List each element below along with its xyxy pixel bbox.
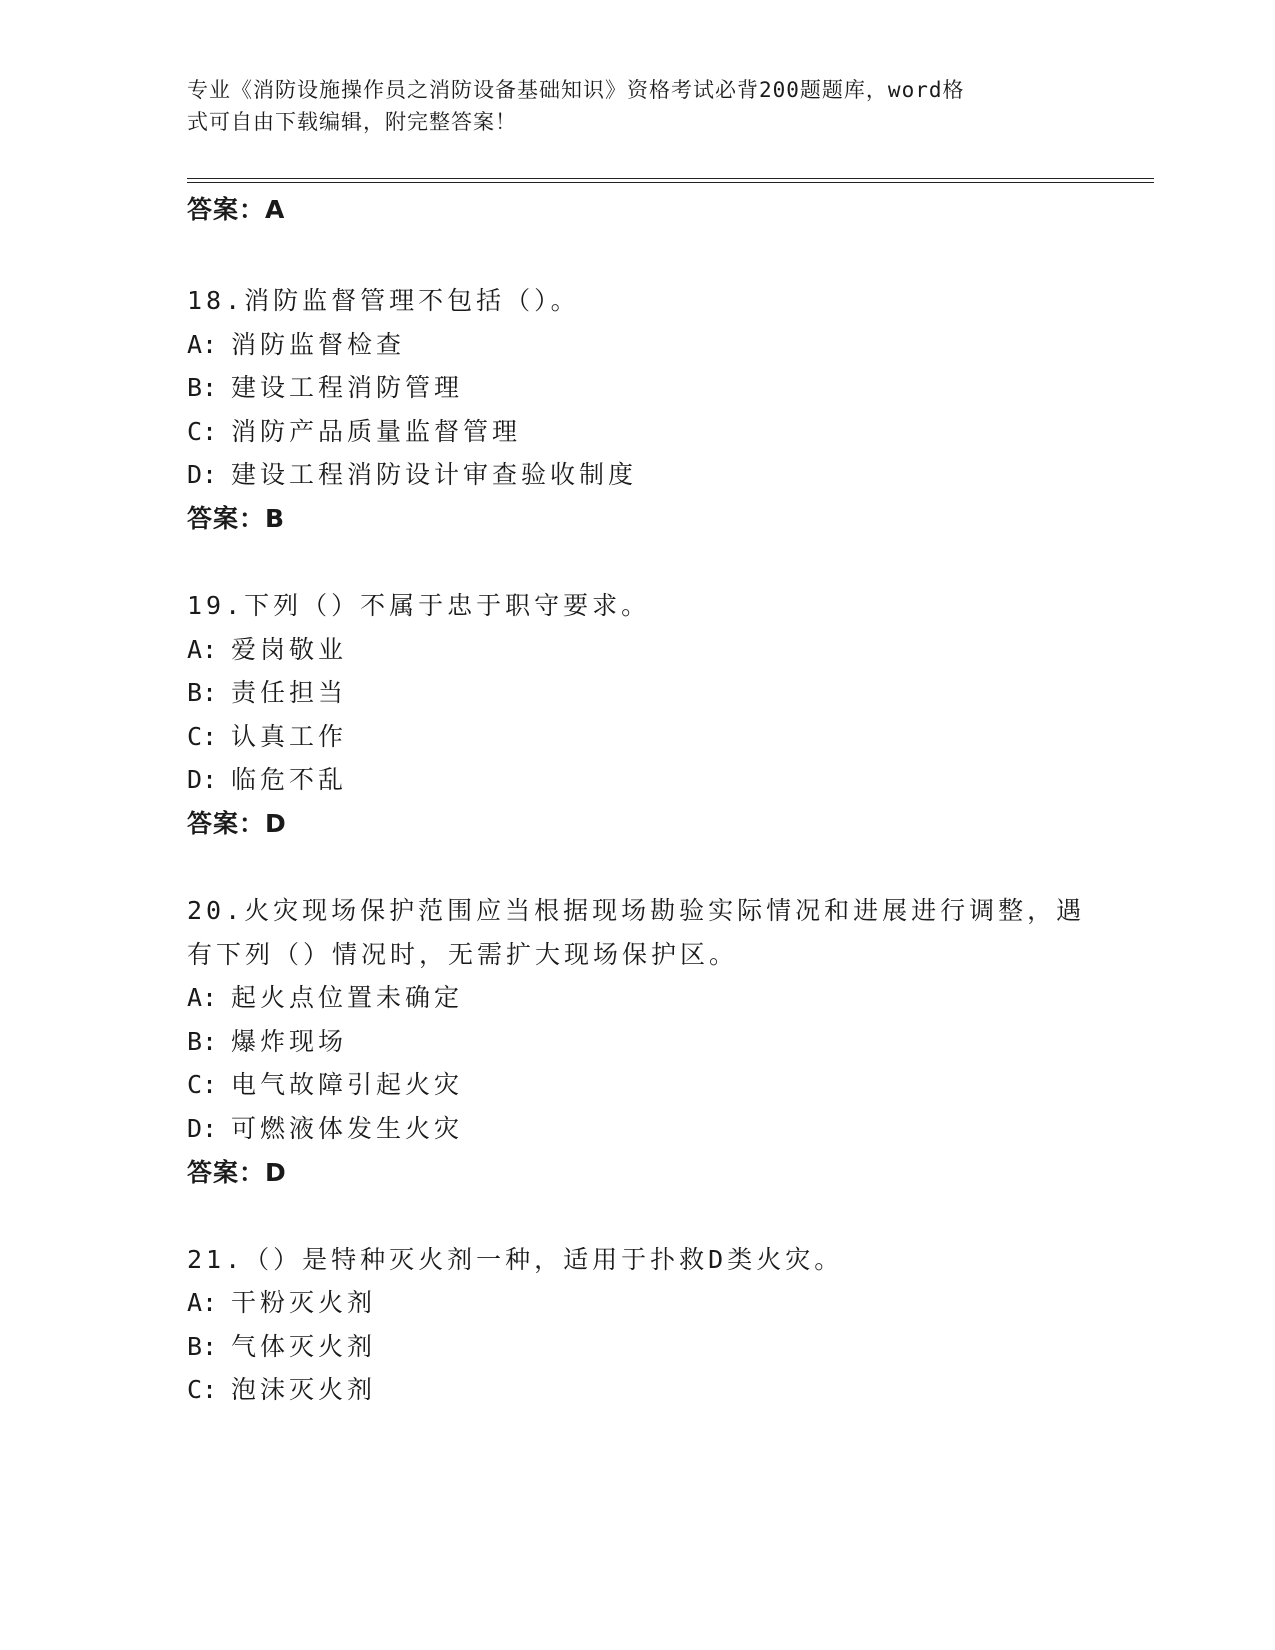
option-key: A: bbox=[187, 1288, 218, 1317]
option-key: B: bbox=[187, 678, 218, 707]
option-text: 爱岗敬业 bbox=[231, 635, 348, 664]
header-line-1: 专业《消防设施操作员之消防设备基础知识》资格考试必背200题题库，word格 bbox=[187, 78, 965, 102]
option-text: 干粉灭火剂 bbox=[231, 1288, 377, 1317]
option-key: C: bbox=[187, 722, 218, 751]
option-key: B: bbox=[187, 373, 218, 402]
header-rule-bottom bbox=[187, 182, 1154, 183]
option-key: A: bbox=[187, 635, 218, 664]
option-text: 建设工程消防管理 bbox=[231, 373, 464, 402]
option-text: 消防产品质量监督管理 bbox=[231, 417, 522, 446]
option-key: B: bbox=[187, 1332, 218, 1361]
question-option bbox=[187, 1113, 463, 1145]
option-text: 消防监督检查 bbox=[231, 330, 406, 359]
option-key: A: bbox=[187, 983, 218, 1012]
question-stem-continued: 有下列（）情况时，无需扩大现场保护区。 bbox=[187, 940, 739, 969]
option-text: 起火点位置未确定 bbox=[231, 983, 464, 1012]
option-key: C: bbox=[187, 417, 218, 446]
question-option bbox=[187, 764, 347, 796]
header-line-2: 式可自由下载编辑，附完整答案！ bbox=[187, 110, 517, 134]
question-stem: 19.下列（）不属于忠于职守要求。 bbox=[187, 591, 651, 620]
question-stem: 21.（）是特种灭火剂一种，适用于扑救D类火灾。 bbox=[187, 1245, 844, 1274]
question-stem: 18.消防监督管理不包括（）。 bbox=[187, 286, 580, 315]
option-text: 气体灭火剂 bbox=[231, 1332, 377, 1361]
question-option bbox=[187, 1026, 347, 1058]
header-rule-top bbox=[187, 178, 1154, 179]
option-text: 认真工作 bbox=[231, 722, 348, 751]
option-key: D: bbox=[187, 765, 218, 794]
option-text: 电气故障引起火灾 bbox=[231, 1070, 464, 1099]
question-option bbox=[187, 1287, 376, 1319]
question-option bbox=[187, 372, 463, 404]
question-answer: 答案：D bbox=[187, 809, 287, 838]
option-text: 泡沫灭火剂 bbox=[231, 1375, 377, 1404]
question-option bbox=[187, 1374, 376, 1406]
option-text: 建设工程消防设计审查验收制度 bbox=[231, 460, 638, 489]
question-option bbox=[187, 1069, 463, 1101]
document-header bbox=[187, 74, 1067, 138]
option-text: 临危不乱 bbox=[231, 765, 348, 794]
question-stem: 20.火灾现场保护范围应当根据现场勘验实际情况和进展进行调整，遇 bbox=[187, 896, 1086, 925]
question-option bbox=[187, 416, 521, 448]
option-key: C: bbox=[187, 1070, 218, 1099]
option-key: D: bbox=[187, 1114, 218, 1143]
question-answer: 答案：B bbox=[187, 504, 286, 533]
option-text: 可燃液体发生火灾 bbox=[231, 1114, 464, 1143]
previous-answer: 答案：A bbox=[187, 195, 286, 224]
option-key: A: bbox=[187, 330, 218, 359]
option-key: B: bbox=[187, 1027, 218, 1056]
question-option bbox=[187, 721, 347, 753]
question-option bbox=[187, 634, 347, 666]
question-option bbox=[187, 329, 405, 361]
question-option bbox=[187, 677, 347, 709]
question-option bbox=[187, 1331, 376, 1363]
option-text: 爆炸现场 bbox=[231, 1027, 348, 1056]
question-option bbox=[187, 982, 463, 1014]
option-text: 责任担当 bbox=[231, 678, 348, 707]
question-answer: 答案：D bbox=[187, 1158, 287, 1187]
option-key: D: bbox=[187, 460, 218, 489]
question-option bbox=[187, 459, 637, 491]
option-key: C: bbox=[187, 1375, 218, 1404]
